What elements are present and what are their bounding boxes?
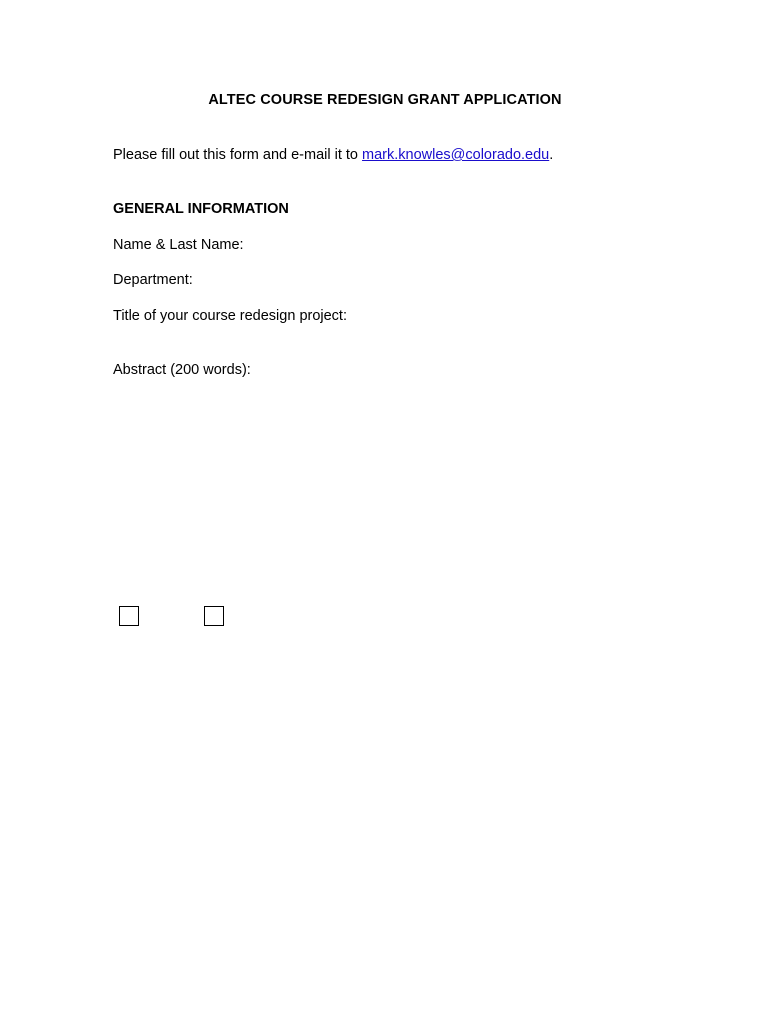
document-title: ALTEC COURSE REDESIGN GRANT APPLICATION — [208, 92, 562, 108]
section-heading-general-information: GENERAL INFORMATION — [113, 201, 289, 217]
abstract-field-label: Abstract (200 words): — [113, 362, 251, 378]
name-field-label: Name & Last Name: — [113, 237, 244, 253]
project-title-field-label: Title of your course redesign project: — [113, 308, 347, 324]
intro-text — [113, 147, 553, 163]
email-link[interactable]: mark.knowles@colorado.edu — [362, 147, 550, 163]
department-field-label: Department: — [113, 272, 193, 288]
checkbox-1[interactable] — [119, 606, 139, 626]
intro-prefix: Please fill out this form and e-mail it to — [113, 147, 363, 163]
checkbox-2[interactable] — [204, 606, 224, 626]
intro-suffix: . — [549, 147, 554, 163]
